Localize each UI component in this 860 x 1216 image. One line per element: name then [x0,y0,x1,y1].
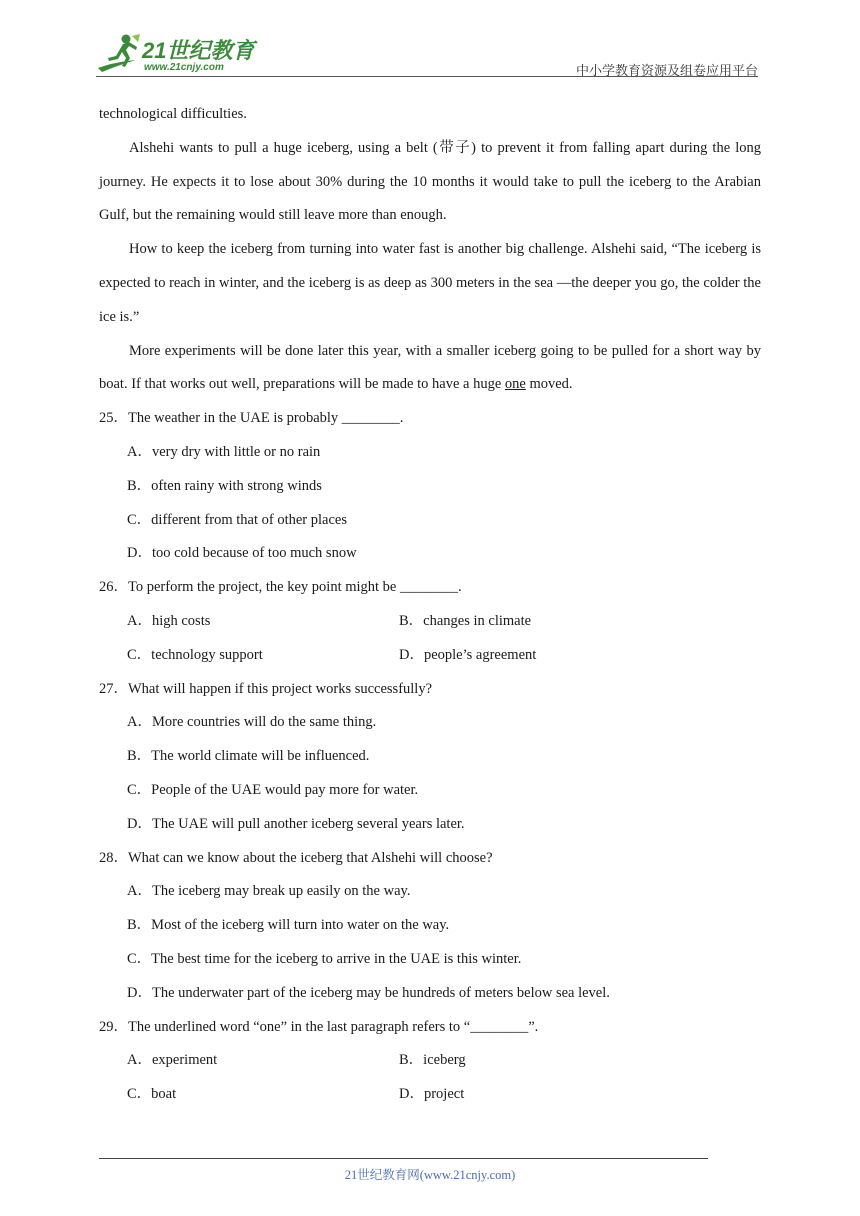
site-logo [96,32,266,76]
option-a: A．experiment [127,1052,218,1069]
paragraph-3-text: More experiments will be done later this year, with a smaller iceberg going to be pulled for a short way by boat. If that works out well, preparations will be made to have a huge [99,342,761,393]
header-platform-name: 中小学教育资源及组卷应用平台 [575,63,758,78]
passage-paragraph-1: Alshehi wants to pull a huge iceberg, using a belt (带子) to prevent it from falling apart during the long journey. He expects it to lose about 30% during the 10 months it would take to pull the iceberg to the Arabian Gulf, but the remaining would still leave more than enough. [99,139,761,224]
option-d: D．The underwater part of the iceberg may be hundreds of meters below sea level. [127,984,610,1001]
passage-paragraph-2: How to keep the iceberg from turning into water fast is another big challenge. Alshehi said, “The iceberg is expected to reach in winter, and the iceberg is as deep as 300 meters in the sea —the deeper you go, the colder the ice is.” [99,241,761,325]
option-c: C．technology support [127,646,263,663]
option-a: A．high costs [127,612,211,629]
option-d: D．people’s agreement [399,646,537,663]
question-stem: 27．What will happen if this project works successfully? [99,680,433,697]
page-footer: 21世纪教育网(www.21cnjy.com) [344,1168,516,1182]
option-b: B．changes in climate [399,612,532,629]
header-divider [96,76,758,77]
document-body [99,98,761,1112]
option-b: B．The world climate will be influenced. [127,748,370,765]
logo-url: www.21cnjy.com [144,62,224,73]
page-header [96,30,758,78]
runner-logo-icon [96,32,142,76]
footer-divider [99,1158,708,1159]
option-a: A．The iceberg may break up easily on the way. [127,883,411,900]
underlined-word: one [504,376,526,393]
option-a: A．More countries will do the same thing. [127,714,377,731]
passage-fragment: technological difficulties. [99,106,247,122]
option-c: C．The best time for the iceberg to arrive in the UAE is this winter. [127,950,522,967]
option-d: D．project [399,1086,465,1103]
option-row [99,1078,761,1112]
paragraph-3-end: moved. [525,376,573,393]
question-stem: 28．What can we know about the iceberg that Alshehi will choose? [99,849,493,866]
option-b: B．iceberg [399,1052,466,1069]
logo-text: 21世纪教育 [142,38,255,63]
option-c: C．People of the UAE would pay more for water. [127,781,419,798]
passage-paragraph-3 [99,335,761,403]
option-d: D．too cold because of too much snow [127,545,357,562]
option-row [99,605,761,639]
option-b: B．Most of the iceberg will turn into water on the way. [127,917,450,934]
question-stem: 25．The weather in the UAE is probably ________. [99,410,404,427]
option-d: D．The UAE will pull another iceberg several years later. [127,815,465,832]
option-b: B．often rainy with strong winds [127,477,322,494]
option-c: C．different from that of other places [127,511,347,528]
question-stem: 26．To perform the project, the key point might be ________. [99,579,462,596]
option-row [99,1044,761,1078]
option-a: A．very dry with little or no rain [127,443,321,460]
question-stem: 29．The underlined word “one” in the last paragraph refers to “________”. [99,1018,539,1035]
option-c: C．boat [127,1086,177,1103]
option-row [99,639,761,673]
